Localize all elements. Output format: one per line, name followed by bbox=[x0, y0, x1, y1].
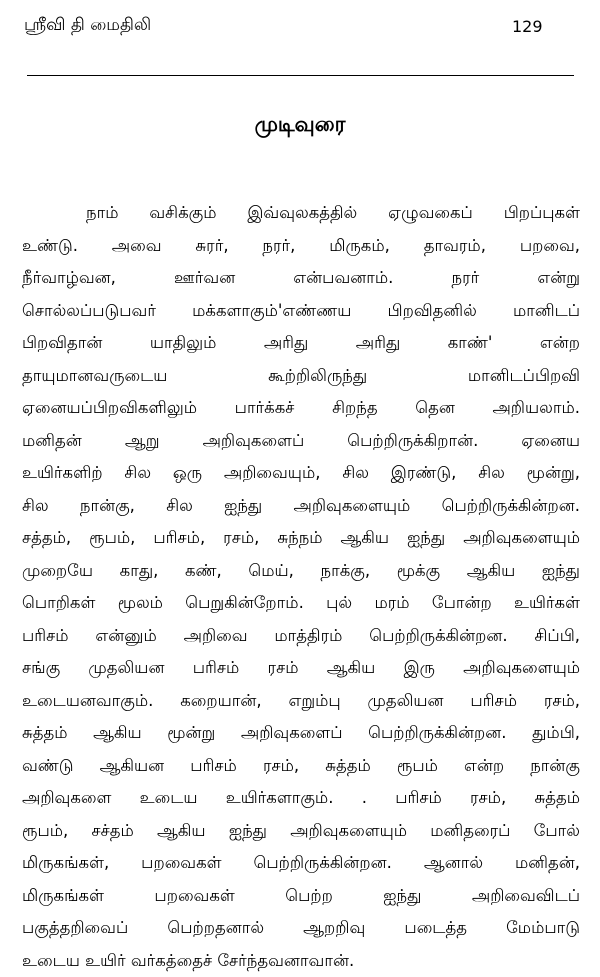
text-line: முறையே காது, கண், மெய், நாக்கு, மூக்கு ஆகிய ஐந்து bbox=[22, 555, 580, 588]
text-line: மனிதன் ஆறு அறிவுகளைப் பெற்றிருக்கிறான். ஏனைய bbox=[22, 425, 580, 458]
text-line: மிருகங்கள் பறவைகள் பெற்ற ஐந்து அறிவைவிடப் bbox=[22, 880, 580, 913]
text-line: சுத்தம் ஆகிய மூன்று அறிவுகளைப் பெற்றிருக்கின்றன. தும்பி, bbox=[22, 717, 580, 750]
text-line: உண்டு. அவை சுரர், நரர், மிருகம், தாவரம், பறவை, bbox=[22, 230, 580, 263]
text-line: பரிசம் என்னும் அறிவை மாத்திரம் பெற்றிருக்கின்றன. சிப்பி, bbox=[22, 620, 580, 653]
page-number: 129 bbox=[512, 16, 543, 38]
text-line: நாம் வசிக்கும் இவ்வுலகத்தில் ஏழுவகைப் பிறப்புகள் bbox=[22, 197, 580, 230]
text-line: அறிவுகளை உடைய உயிர்களாகும். . பரிசம் ரசம், சுத்தம் bbox=[22, 782, 580, 815]
text-line: உடையனவாகும். கறையான், எறும்பு முதலியன பரிசம் ரசம், bbox=[22, 685, 580, 718]
text-line: ரூபம், சச்தம் ஆகிய ஐந்து அறிவுகளையும் மனிதரைப் போல் bbox=[22, 815, 580, 848]
body-paragraph bbox=[22, 197, 580, 977]
chapter-title: முடிவுரை bbox=[0, 110, 600, 138]
text-line: சத்தம், ரூபம், பரிசம், ரசம், சுந்நம் ஆகிய ஐந்து அறிவுகளையும் bbox=[22, 522, 580, 555]
text-line: தாயுமானவருடைய கூற்றிலிருந்து மானிடப்பிறவி bbox=[22, 360, 580, 393]
running-head: ஸ்ரீவி தி மைதிலி bbox=[24, 14, 151, 36]
text-line: மிருகங்கள், பறவைகள் பெற்றிருக்கின்றன. ஆனால் மனிதன், bbox=[22, 847, 580, 880]
text-line: உடைய உயிர் வர்கத்தைச் சேர்ந்தவனாவான். bbox=[22, 945, 580, 977]
text-line: பொறிகள் மூலம் பெறுகின்றோம். புல் மரம் போன்ற உயிர்கள் bbox=[22, 587, 580, 620]
text-line: சொல்லப்படுபவர் மக்களாகும்'எண்ணய பிறவிதனில் மானிடப் bbox=[22, 295, 580, 328]
text-line: சங்கு முதலியன பரிசம் ரசம் ஆகிய இரு அறிவுகளையும் bbox=[22, 652, 580, 685]
text-line: வண்டு ஆகியன பரிசம் ரசம், சுத்தம் ரூபம் என்ற நான்கு bbox=[22, 750, 580, 783]
text-line: பகுத்தறிவைப் பெற்றதனால் ஆறறிவு படைத்த மேம்பாடு bbox=[22, 912, 580, 945]
text-line: உயிர்களிற் சில ஒரு அறிவையும், சில இரண்டு, சில மூன்று, bbox=[22, 457, 580, 490]
text-line: பிறவிதான் யாதிலும் அரிது அரிது காண்' என்ற bbox=[22, 327, 580, 360]
header-rule bbox=[27, 75, 574, 76]
text-line: ஏனையப்பிறவிகளிலும் பார்க்கச் சிறந்த தென அறியலாம். bbox=[22, 392, 580, 425]
text-line: நீர்வாழ்வன, ஊர்வன என்பவனாம். நரர் என்று bbox=[22, 262, 580, 295]
text-line: சில நான்கு, சில ஐந்து அறிவுகளையும் பெற்றிருக்கின்றன. bbox=[22, 490, 580, 523]
